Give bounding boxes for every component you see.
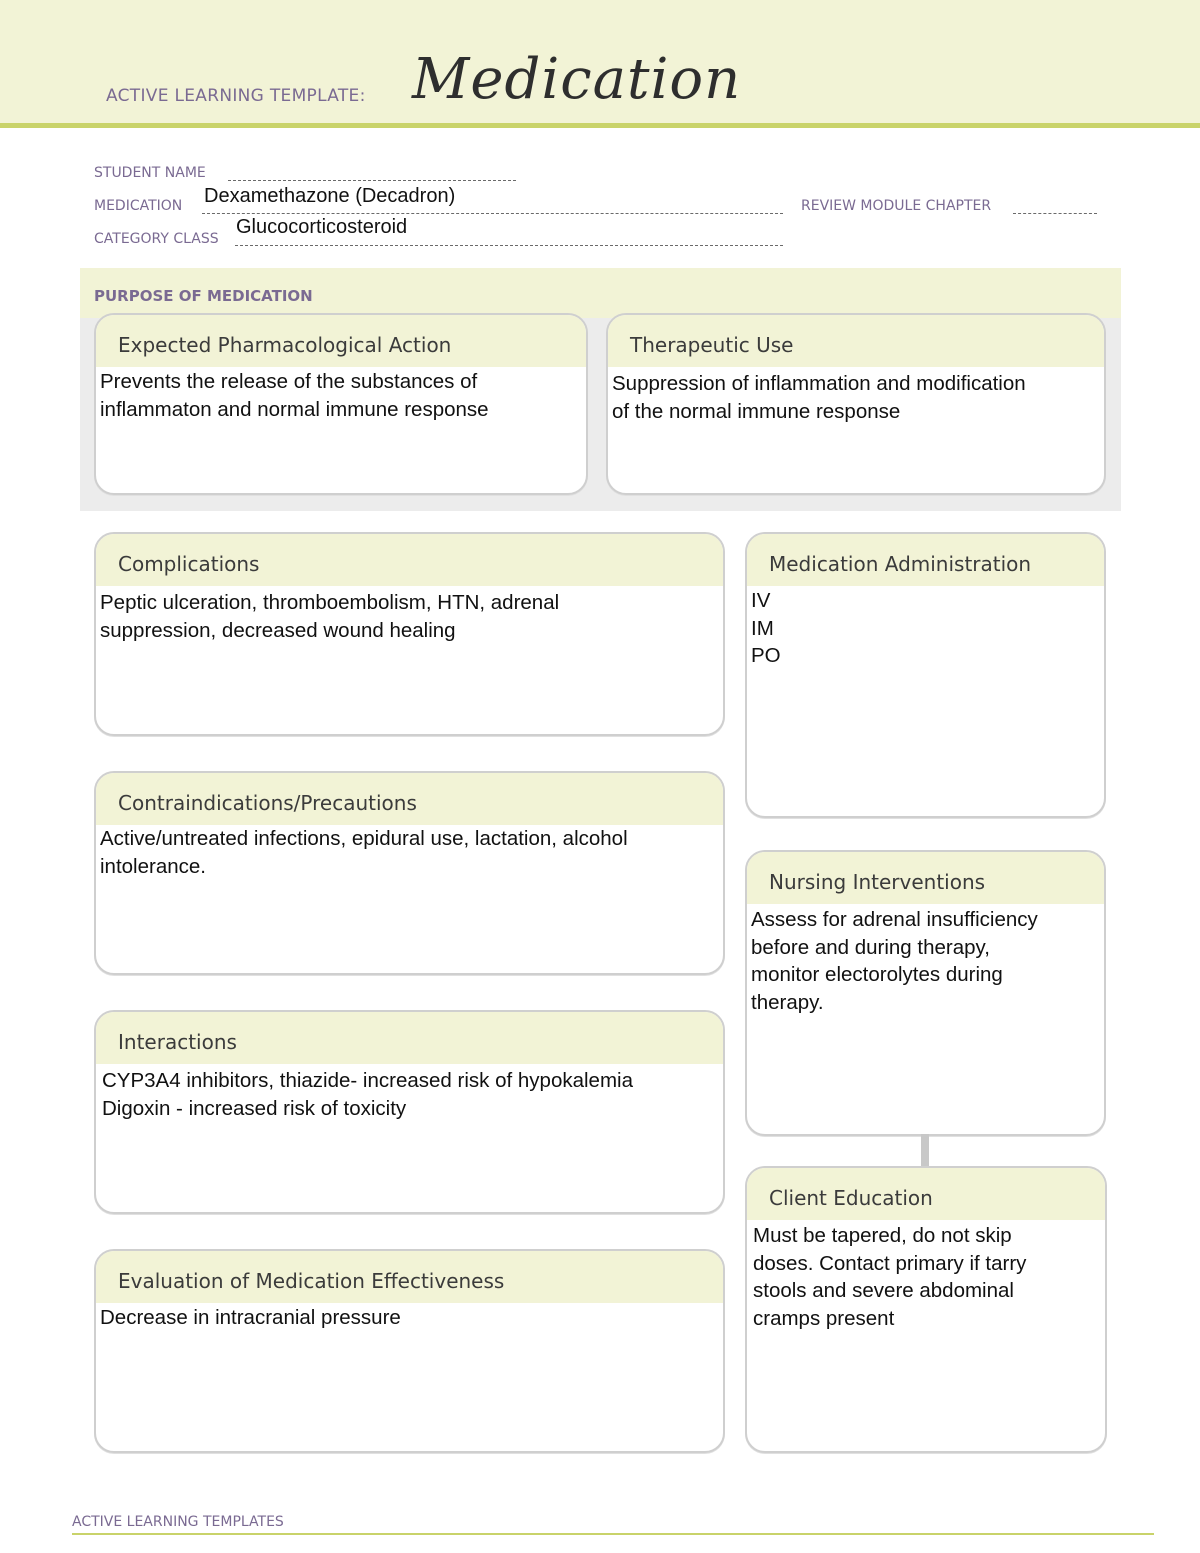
interactions-text[interactable]	[96, 1064, 723, 1122]
nursing-interventions-title: Nursing Interventions	[747, 852, 1104, 904]
text-line: IM	[751, 616, 774, 640]
text-line: PO	[751, 644, 781, 667]
text-line: of the normal immune response	[612, 399, 901, 423]
client-education-text[interactable]	[747, 1220, 1105, 1332]
expected-action-text[interactable]	[96, 367, 586, 423]
evaluation-title: Evaluation of Medication Effectiveness	[96, 1251, 723, 1303]
evaluation-text[interactable]	[96, 1303, 723, 1332]
text-line: intolerance.	[100, 854, 206, 878]
text-line: Assess for adrenal insufficiency	[751, 908, 1038, 931]
medication-label: MEDICATION	[94, 198, 183, 214]
contraindications-text[interactable]	[96, 825, 723, 880]
client-education-card	[745, 1166, 1107, 1453]
text-line: Prevents the release of the substances of	[100, 370, 478, 393]
text-line: before and during therapy,	[751, 935, 990, 959]
administration-title: Medication Administration	[747, 534, 1104, 586]
therapeutic-use-card	[606, 313, 1106, 495]
text-line: Decrease in intracranial pressure	[100, 1306, 401, 1329]
medication-value: Dexamethazone (Decadron)	[204, 185, 456, 207]
footer-divider	[72, 1533, 1154, 1535]
expected-action-card	[94, 313, 588, 495]
review-module-label: REVIEW MODULE CHAPTER	[801, 198, 992, 214]
header-divider	[0, 123, 1200, 128]
text-line: therapy.	[751, 990, 824, 1014]
text-line: inflammaton and normal immune response	[100, 397, 489, 421]
administration-card	[745, 532, 1106, 818]
complications-text[interactable]	[96, 586, 723, 644]
therapeutic-use-title: Therapeutic Use	[608, 315, 1104, 367]
purpose-label: PURPOSE OF MEDICATION	[94, 287, 313, 305]
text-line: monitor electorolytes during	[751, 963, 1003, 986]
footer-label: ACTIVE LEARNING TEMPLATES	[72, 1514, 284, 1530]
text-line: Must be tapered, do not skip	[753, 1224, 1012, 1247]
expected-action-title: Expected Pharmacological Action	[96, 315, 586, 367]
nursing-interventions-card	[745, 850, 1106, 1136]
administration-text[interactable]	[747, 586, 1104, 670]
contraindications-title: Contraindications/Precautions	[96, 773, 723, 825]
page-title: Medication	[412, 47, 742, 112]
therapeutic-use-text[interactable]	[608, 367, 1104, 425]
complications-title: Complications	[96, 534, 723, 586]
text-line: IV	[751, 589, 771, 612]
text-line: suppression, decreased wound healing	[100, 618, 456, 642]
complications-card	[94, 532, 725, 736]
interactions-card	[94, 1010, 725, 1214]
card-connector	[921, 1134, 929, 1166]
medication-field[interactable]	[202, 213, 783, 214]
text-line: Active/untreated infections, epidural use, lactation, alcohol	[100, 827, 628, 850]
client-education-title: Client Education	[747, 1168, 1105, 1220]
text-line: doses. Contact primary if tarry	[753, 1251, 1027, 1275]
evaluation-card	[94, 1249, 725, 1453]
text-line: stools and severe abdominal	[753, 1279, 1014, 1302]
interactions-title: Interactions	[96, 1012, 723, 1064]
text-line: Peptic ulceration, thromboembolism, HTN, adrenal	[100, 591, 560, 614]
contraindications-card	[94, 771, 725, 975]
student-name-field[interactable]	[228, 180, 516, 181]
category-class-label: CATEGORY CLASS	[94, 231, 219, 247]
text-line: Digoxin - increased risk of toxicity	[102, 1096, 407, 1120]
category-class-value: Glucocorticosteroid	[236, 216, 408, 238]
text-line: cramps present	[753, 1306, 895, 1330]
text-line: CYP3A4 inhibitors, thiazide- increased risk of hypokalemia	[102, 1069, 633, 1092]
text-line: Suppression of inflammation and modification	[612, 372, 1026, 395]
template-label: ACTIVE LEARNING TEMPLATE:	[106, 86, 366, 106]
review-module-field[interactable]	[1013, 213, 1097, 214]
student-name-label: STUDENT NAME	[94, 165, 206, 181]
category-class-field[interactable]	[235, 245, 783, 246]
nursing-interventions-text[interactable]	[747, 904, 1104, 1016]
